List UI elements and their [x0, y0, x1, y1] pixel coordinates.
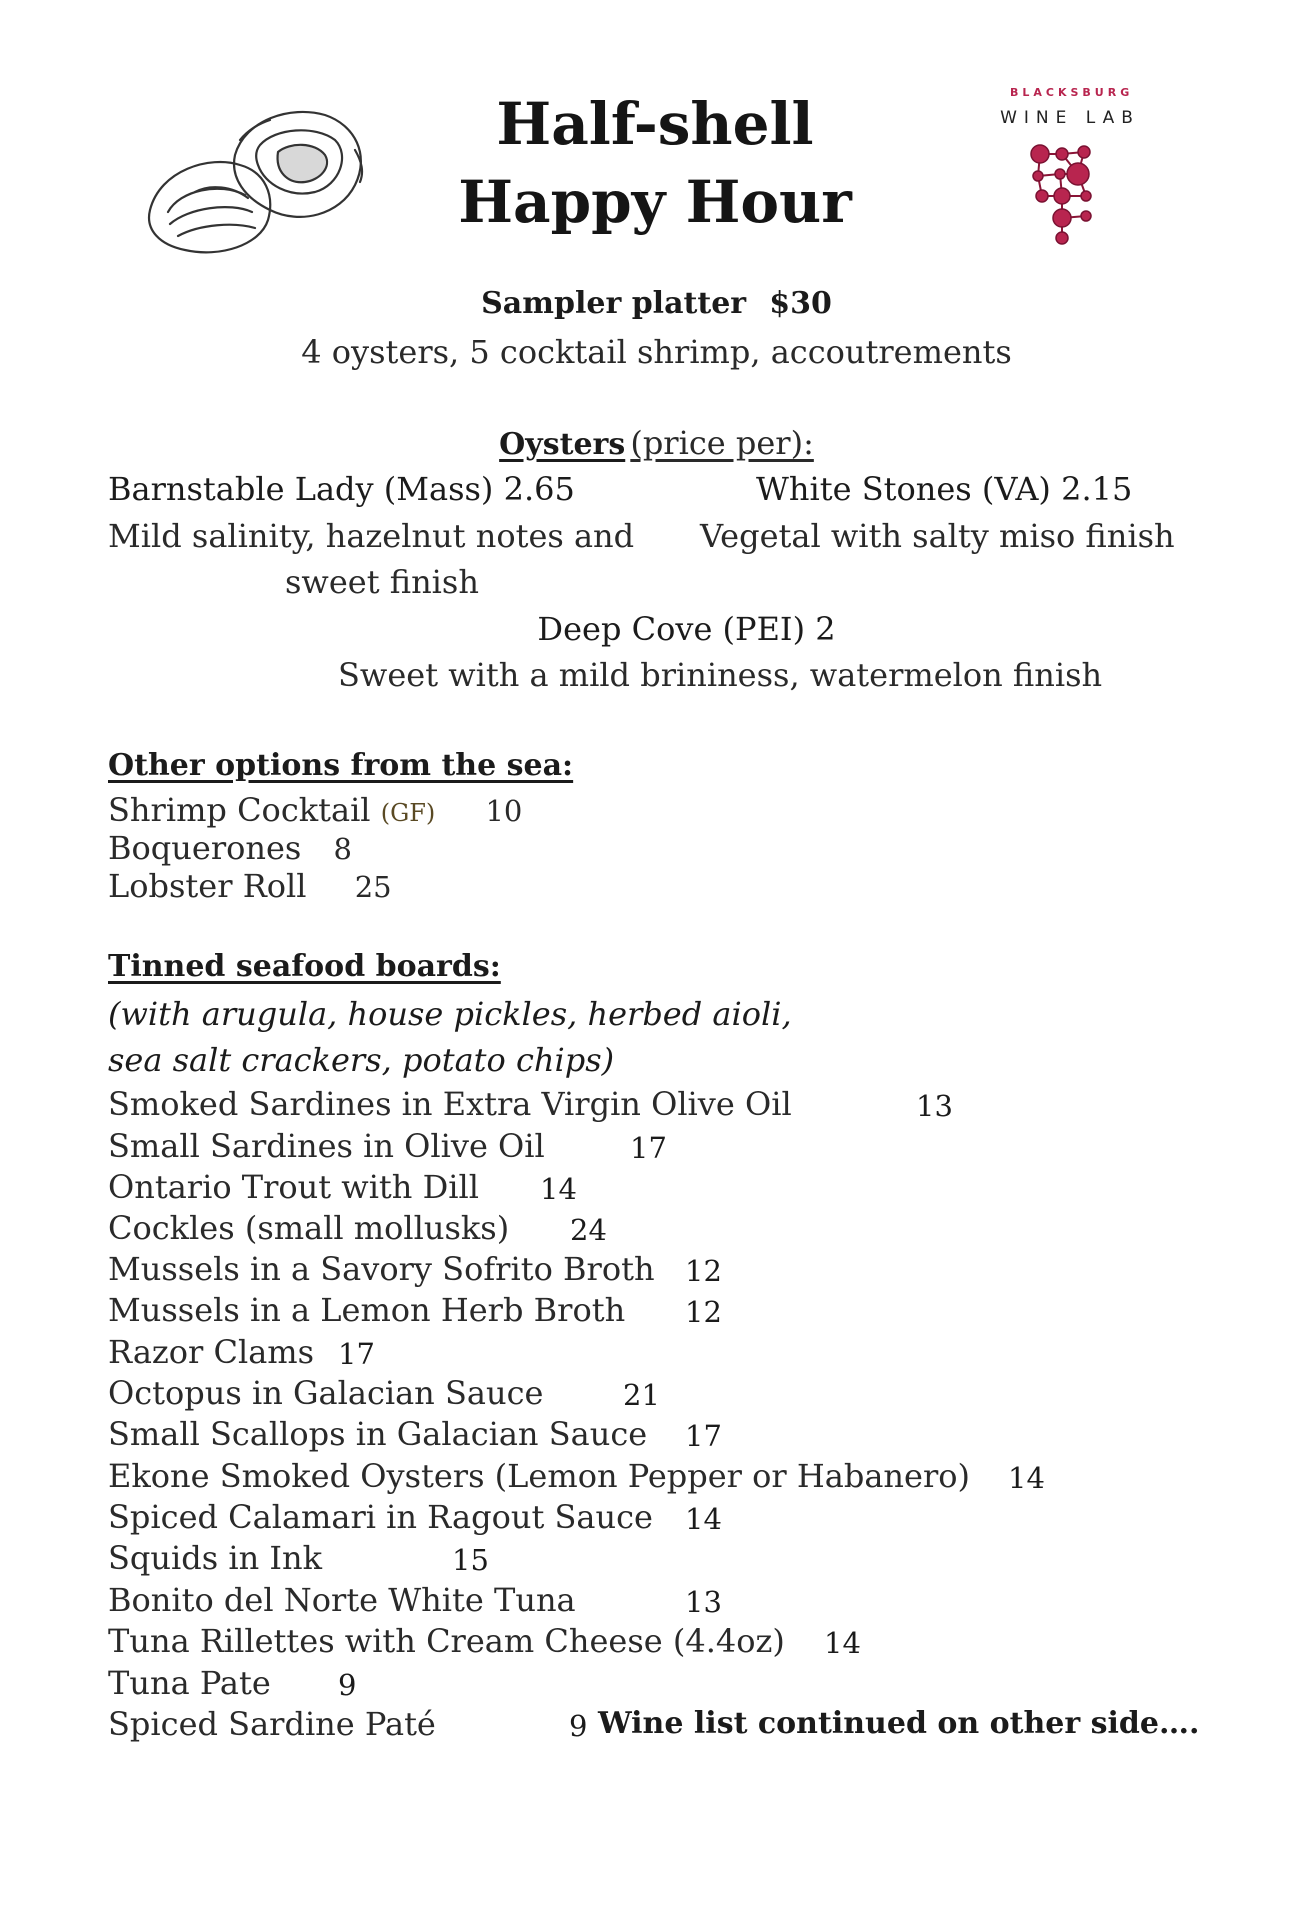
gluten-free-tag: (GF): [380, 799, 436, 827]
tinned-item-price: 24: [570, 1213, 607, 1247]
other-options-heading: Other options from the sea:: [108, 748, 574, 783]
tinned-item: [108, 1498, 653, 1536]
oyster-desc-deep-cove: Sweet with a mild brininess, watermelon finish: [338, 656, 1103, 694]
other-item-name: Shrimp Cocktail: [108, 791, 371, 829]
tinned-item-price: 21: [623, 1378, 660, 1412]
tinned-item-name: Bonito del Norte White Tuna: [108, 1581, 576, 1619]
tinned-item: [108, 1539, 322, 1577]
tinned-item-price: 15: [452, 1543, 489, 1577]
tinned-item: [108, 1664, 271, 1702]
tinned-item-price: 17: [630, 1131, 667, 1165]
oyster-name-white-stones: White Stones (VA) 2.15: [756, 470, 1133, 508]
oysters-heading-line: [0, 424, 1313, 462]
tinned-item-price: 14: [824, 1626, 861, 1660]
tinned-item-name: Ekone Smoked Oysters (Lemon Pepper or Habanero): [108, 1457, 971, 1495]
other-item-shrimp: [108, 791, 522, 829]
tinned-item-name: Smoked Sardines in Extra Virgin Olive Oil: [108, 1085, 792, 1123]
sampler-description: 4 oysters, 5 cocktail shrimp, accoutrements: [301, 333, 1012, 371]
other-item-name: Lobster Roll: [108, 867, 307, 905]
grape-cluster-logo: [1010, 140, 1120, 255]
tinned-item-name: Tuna Pate: [108, 1664, 271, 1702]
other-item-price: 8: [333, 832, 352, 866]
tinned-item: [108, 1291, 625, 1329]
sampler-label: Sampler platter: [481, 286, 747, 321]
sampler-price: $30: [769, 286, 832, 321]
tinned-item-name: Small Sardines in Olive Oil: [108, 1127, 545, 1165]
tinned-item-name: Squids in Ink: [108, 1539, 322, 1577]
wine-list-continued-note: Wine list continued on other side….: [598, 1706, 1200, 1741]
oyster-shells-illustration: [140, 100, 380, 260]
tinned-item-name: Cockles (small mollusks): [108, 1209, 510, 1247]
tinned-item-price: 12: [685, 1295, 722, 1329]
tinned-item-price: 14: [685, 1502, 722, 1536]
other-item-name: Boquerones: [108, 829, 302, 867]
tinned-item: [108, 1374, 543, 1412]
tinned-item: [108, 1457, 970, 1495]
tinned-item-name: Mussels in a Savory Sofrito Broth: [108, 1250, 655, 1288]
oyster-desc-barnstable-2: sweet finish: [285, 563, 479, 601]
tinned-heading: Tinned seafood boards:: [108, 949, 501, 984]
oyster-desc-barnstable-1: Mild salinity, hazelnut notes and: [108, 517, 635, 555]
sampler-heading: [0, 286, 1313, 321]
tinned-note-line-1: (with arugula, house pickles, herbed aioli,: [108, 995, 792, 1033]
oysters-subheading: (price per):: [630, 424, 814, 462]
logo-main-text: WINE LAB: [1000, 108, 1140, 128]
tinned-item-price: 9: [338, 1668, 357, 1702]
tinned-note-line-2: sea salt crackers, potato chips): [108, 1041, 615, 1079]
tinned-item-name: Mussels in a Lemon Herb Broth: [108, 1291, 626, 1329]
tinned-item: [108, 1250, 655, 1288]
oyster-desc-white-stones: Vegetal with salty miso finish: [700, 517, 1175, 555]
tinned-item-price: 9: [569, 1709, 588, 1743]
title-line-1: Half-shell: [496, 90, 814, 158]
other-item-price: 25: [354, 870, 392, 904]
tinned-item-name: Tuna Rillettes with Cream Cheese (4.4oz): [108, 1622, 785, 1660]
tinned-item-name: Razor Clams: [108, 1333, 315, 1371]
tinned-item-price: 14: [1008, 1461, 1045, 1495]
tinned-item: [108, 1085, 792, 1123]
tinned-item-price: 17: [685, 1419, 722, 1453]
title-line-2: Happy Hour: [458, 168, 852, 236]
oyster-name-barnstable: Barnstable Lady (Mass) 2.65: [108, 470, 575, 508]
tinned-item-name: Octopus in Galacian Sauce: [108, 1374, 544, 1412]
tinned-item-name: Spiced Calamari in Ragout Sauce: [108, 1498, 653, 1536]
oysters-heading: Oysters: [499, 427, 626, 462]
tinned-item-price: 13: [916, 1089, 953, 1123]
tinned-item-name: Spiced Sardine Paté: [108, 1705, 436, 1743]
other-item-boquerones: [108, 829, 352, 867]
tinned-item: [108, 1581, 576, 1619]
tinned-item-name: Ontario Trout with Dill: [108, 1168, 479, 1206]
tinned-item-price: 17: [338, 1337, 375, 1371]
tinned-item-price: 14: [540, 1172, 577, 1206]
tinned-item-price: 13: [685, 1585, 722, 1619]
tinned-item: [108, 1415, 647, 1453]
tinned-item: [108, 1622, 785, 1660]
tinned-item: [108, 1127, 545, 1165]
logo-top-text: BLACKSBURG: [1010, 86, 1134, 99]
tinned-item: [108, 1168, 479, 1206]
tinned-item: [108, 1705, 436, 1743]
oyster-name-deep-cove: Deep Cove (PEI) 2: [537, 610, 836, 648]
tinned-item: [108, 1209, 509, 1247]
other-item-price: 10: [485, 794, 523, 828]
tinned-item-name: Small Scallops in Galacian Sauce: [108, 1415, 648, 1453]
tinned-item-price: 12: [685, 1254, 722, 1288]
other-item-lobster-roll: [108, 867, 392, 905]
tinned-item: [108, 1333, 314, 1371]
